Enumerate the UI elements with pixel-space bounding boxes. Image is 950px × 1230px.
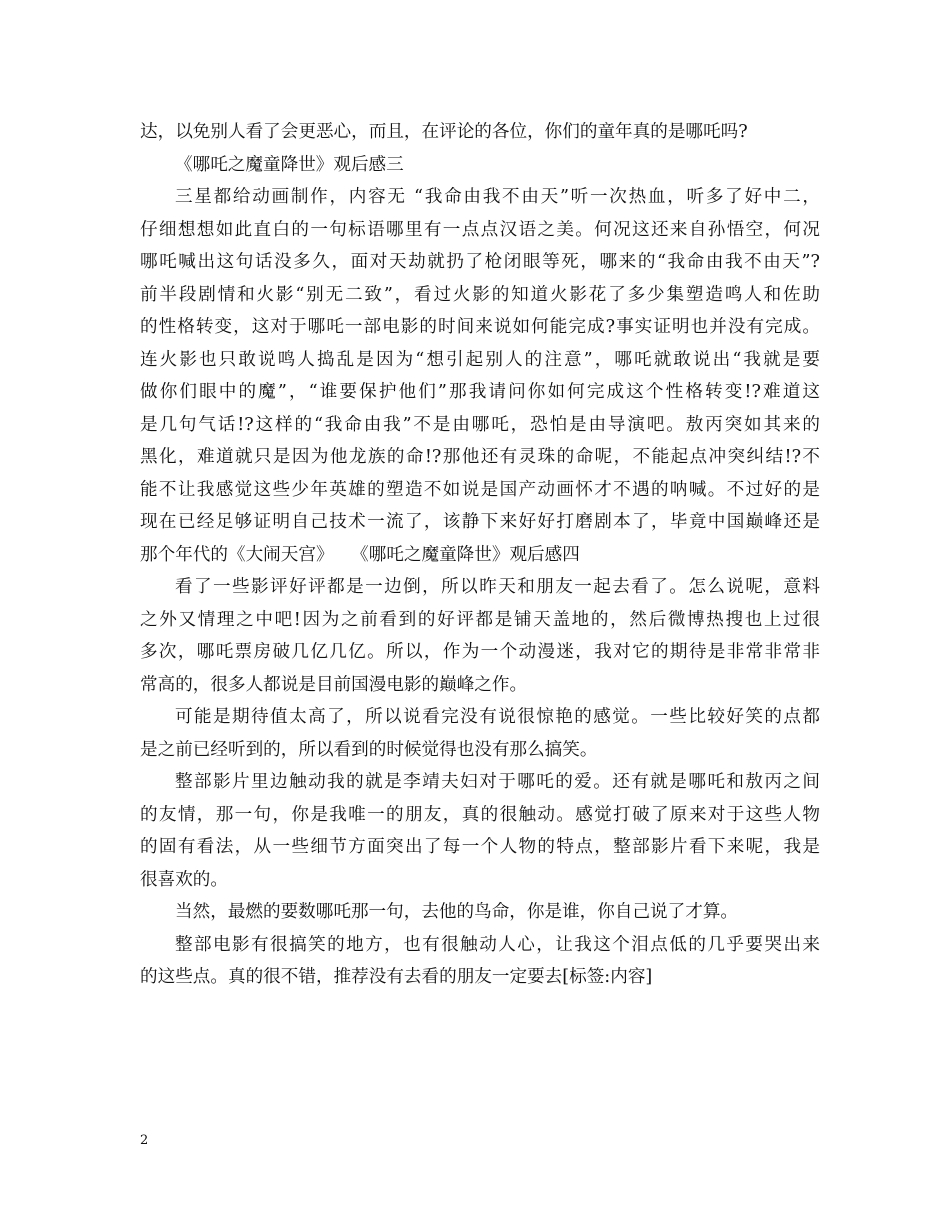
text-line: 是几句气话!?这样的“我命由我”不是由哪吒，恐怕是由导演吧。敖丙突如其来的 xyxy=(140,414,820,435)
text-line: 当然，最燃的要数哪吒那一句，去他的鸟命，你是谁，你自己说了才算。 xyxy=(175,902,739,922)
text-line: 整部影片里边触动我的就是李靖夫妇对于哪吒的爱。还有就是哪吒和敖丙之间 xyxy=(175,772,820,792)
text-line: 可能是期待值太高了，所以说看完没有说很惊艳的感觉。一些比较好笑的点都 xyxy=(175,707,820,727)
text-line: 达，以免别人看了会更恶心，而且，在评论的各位，你们的童年真的是哪吒吗? xyxy=(140,122,748,142)
text-line: 很喜欢的。 xyxy=(140,869,228,890)
text-line: 哪吒喊出这句话没多久，面对天劫就扔了枪闭眼等死，哪来的“我命由我不由天”? xyxy=(140,252,820,272)
text-line: 黑化，难道就只是因为他龙族的命!?那他还有灵珠的命呢，不能起点冲突纠结!?不 xyxy=(140,447,820,467)
text-line: 前半段剧情和火影“别无二致”，看过火影的知道火影花了多少集塑造鸣人和佐助 xyxy=(140,284,820,305)
text-line: 的固有看法，从一些细节方面突出了每一个人物的特点，整部影片看下来呢，我是 xyxy=(140,837,820,857)
text-line: 现在已经足够证明自己技术一流了，该静下来好好打磨剧本了，毕竟中国巅峰还是 xyxy=(140,512,820,532)
text-line: 的这些点。真的很不错，推荐没有去看的朋友一定要去[标签:内容] xyxy=(140,967,653,987)
text-line: 《哪吒之魔童降世》观后感三 xyxy=(175,154,404,175)
text-line: 多次，哪吒票房破几亿几亿。所以，作为一个动漫迷，我对它的期待是非常非常非 xyxy=(140,642,820,662)
text-line: 常高的，很多人都说是目前国漫电影的巅峰之作。 xyxy=(140,674,528,695)
text-line: 仔细想想如此直白的一句标语哪里有一点点汉语之美。何况这还来自孙悟空，何况 xyxy=(140,219,820,240)
text-line: 三星都给动画制作，内容无 “我命由我不由天”听一次热血，听多了好中二， xyxy=(175,187,820,207)
text-line: 的友情，那一句，你是我唯一的朋友，真的很触动。感觉打破了原来对于这些人物 xyxy=(140,804,820,825)
text-line: 能不让我感觉这些少年英雄的塑造不如说是国产动画怀才不遇的呐喊。不过好的是 xyxy=(140,479,820,500)
text-line: 整部电影有很搞笑的地方，也有很触动人心，让我这个泪点低的几乎要哭出来 xyxy=(175,934,820,955)
text-line: 看了一些影评好评都是一边倒，所以昨天和朋友一起去看了。怎么说呢，意料 xyxy=(175,577,820,597)
text-line: 之外又情理之中吧!因为之前看到的好评都是铺天盖地的，然后微博热搜也上过很 xyxy=(140,609,820,630)
text-line: 连火影也只敢说鸣人捣乱是因为“想引起别人的注意”，哪吒就敢说出“我就是要 xyxy=(140,349,820,370)
page-number: 2 xyxy=(140,1133,149,1148)
document-body xyxy=(140,116,820,994)
text-line: 的性格转变，这对于哪吒一部电影的时间来说如何能完成?事实证明也并没有完成。 xyxy=(140,317,820,337)
text-line: 做你们眼中的魔”，“谁要保护他们”那我请问你如何完成这个性格转变!?难道这 xyxy=(140,382,820,402)
text-line: 那个年代的《大闹天宫》 《哪吒之魔童降世》观后感四 xyxy=(140,544,580,565)
text-line: 是之前已经听到的，所以看到的时候觉得也没有那么搞笑。 xyxy=(140,739,598,760)
